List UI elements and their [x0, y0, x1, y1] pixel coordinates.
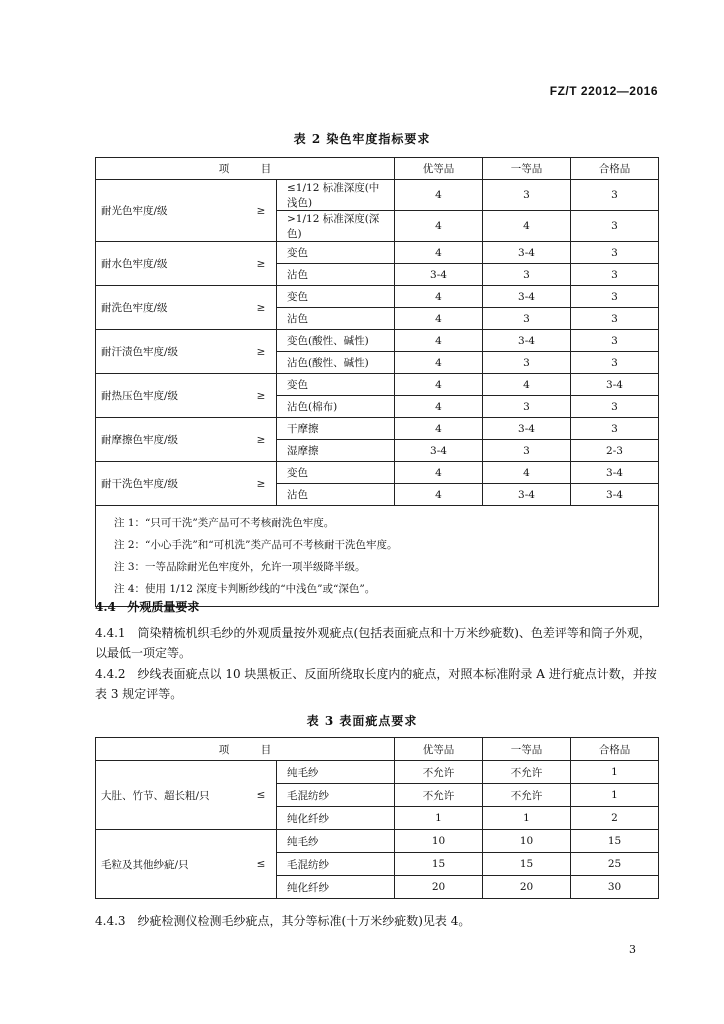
grade-value: 3 — [571, 396, 659, 418]
grade-value: 3 — [483, 264, 571, 286]
grade-value: 4 — [395, 396, 483, 418]
table-row — [96, 418, 659, 440]
comparison-symbol: ≥ — [246, 418, 277, 462]
grade-value: 3 — [571, 286, 659, 308]
grade-value: 4 — [483, 374, 571, 396]
grade-value: 10 — [483, 830, 571, 853]
grade-value: 3-4 — [483, 418, 571, 440]
table3-body — [96, 738, 659, 899]
item-name: 耐干洗色牢度/级 — [96, 462, 247, 506]
table3-caption: 表 3 表面疵点要求 — [306, 714, 418, 728]
item-name: 耐摩擦色牢度/级 — [96, 418, 247, 462]
grade-value: 4 — [395, 211, 483, 242]
paragraph-4-4-1: 4.4.1 筒染精梳机织毛纱的外观质量按外观疵点(包括表面疵点和十万米纱疵数)、色差评等和筒子外观，以最低一项定等。 — [95, 626, 651, 660]
table-row — [96, 286, 659, 308]
table-row — [96, 330, 659, 352]
grade-value: 4 — [395, 286, 483, 308]
grade-value: 3 — [483, 396, 571, 418]
item-name: 耐水色牢度/级 — [96, 242, 247, 286]
surface-defect-table — [95, 737, 659, 899]
grade-value: 3-4 — [483, 330, 571, 352]
grade-value: 30 — [571, 876, 659, 899]
grade-value: 15 — [571, 830, 659, 853]
item-name: 耐洗色牢度/级 — [96, 286, 247, 330]
table-row — [96, 374, 659, 396]
note: 注 3：一等品除耐光色牢度外，允许一项半级降半级。 — [114, 561, 366, 573]
grade-value: 15 — [483, 853, 571, 876]
standard-number: FZ/T 22012—2016 — [549, 84, 658, 98]
grade-value: 2-3 — [571, 440, 659, 462]
notes-row — [96, 506, 659, 607]
grade-value: 1 — [483, 807, 571, 830]
grade-value: 4 — [395, 352, 483, 374]
grade-value: 3-4 — [483, 242, 571, 264]
sub-item: 纯毛纱 — [277, 830, 395, 853]
paragraph-4-4-2: 4.4.2 纱线表面疵点以 10 块黑板正、反面所绕取长度内的疵点，对照本标准附录 A 进行疵点计数，并按表 3 规定评等。 — [95, 667, 657, 701]
sub-item: 湿摩擦 — [277, 440, 395, 462]
sub-item: >1/12 标准深度(深色) — [277, 211, 395, 242]
section-title: 外观质量要求 — [127, 600, 200, 614]
grade-value: 4 — [395, 330, 483, 352]
grade-value: 3 — [571, 418, 659, 440]
comparison-symbol: ≤ — [246, 830, 277, 899]
grade-value: 3 — [571, 211, 659, 242]
grade-value: 不允许 — [395, 761, 483, 784]
section-4-4-heading — [95, 597, 660, 617]
grade-value: 3-4 — [483, 484, 571, 506]
header-grade-2: 一等品 — [483, 158, 571, 180]
dye-fastness-table — [95, 157, 659, 607]
grade-value: 3 — [571, 242, 659, 264]
table2-body — [96, 158, 659, 607]
header-grade-3: 合格品 — [571, 158, 659, 180]
item-name: 毛粒及其他纱疵/只 — [96, 830, 247, 899]
sub-item: 变色 — [277, 286, 395, 308]
item-name: 耐热压色牢度/级 — [96, 374, 247, 418]
grade-value: 15 — [395, 853, 483, 876]
grade-value: 4 — [395, 308, 483, 330]
sub-item: 纯化纤纱 — [277, 876, 395, 899]
grade-value: 10 — [395, 830, 483, 853]
comparison-symbol: ≤ — [246, 761, 277, 830]
grade-value: 3-4 — [571, 374, 659, 396]
section-number: 4.4 — [95, 600, 116, 614]
grade-value: 3-4 — [571, 484, 659, 506]
header-grade-1: 优等品 — [395, 738, 483, 761]
sub-item: 沾色(酸性、碱性) — [277, 352, 395, 374]
table-row — [96, 830, 659, 853]
grade-value: 3-4 — [395, 440, 483, 462]
grade-value: 4 — [395, 462, 483, 484]
table-notes — [96, 506, 659, 607]
paragraph-4-4-3: 4.4.3 纱疵检测仪检测毛纱疵点，其分等标准(十万米纱疵数)见表 4。 — [95, 914, 471, 928]
table2-caption: 表 2 染色牢度指标要求 — [293, 132, 431, 146]
sub-item: 沾色(棉布) — [277, 396, 395, 418]
page-number: 3 — [629, 943, 636, 956]
comparison-symbol: ≥ — [246, 374, 277, 418]
grade-value: 20 — [395, 876, 483, 899]
grade-value: 3-4 — [395, 264, 483, 286]
grade-value: 1 — [571, 761, 659, 784]
grade-value: 3 — [571, 308, 659, 330]
note: 注 4：使用 1/12 深度卡判断纱线的“中浅色”或“深色”。 — [114, 583, 376, 595]
item-name: 大肚、竹节、超长粗/只 — [96, 761, 247, 830]
grade-value: 2 — [571, 807, 659, 830]
grade-value: 25 — [571, 853, 659, 876]
grade-value: 3 — [483, 440, 571, 462]
comparison-symbol: ≥ — [246, 330, 277, 374]
grade-value: 3 — [483, 352, 571, 374]
sub-item: 沾色 — [277, 484, 395, 506]
grade-value: 1 — [395, 807, 483, 830]
comparison-symbol: ≥ — [246, 242, 277, 286]
grade-value: 不允许 — [483, 784, 571, 807]
grade-value: 3 — [571, 264, 659, 286]
grade-value: 1 — [571, 784, 659, 807]
table-row — [96, 242, 659, 264]
item-name: 耐汗渍色牢度/级 — [96, 330, 247, 374]
comparison-symbol: ≥ — [246, 180, 277, 242]
grade-value: 3 — [483, 180, 571, 211]
grade-value: 4 — [395, 374, 483, 396]
sub-item: 变色(酸性、碱性) — [277, 330, 395, 352]
sub-item: 沾色 — [277, 308, 395, 330]
grade-value: 3 — [571, 330, 659, 352]
grade-value: 3 — [571, 352, 659, 374]
sub-item: 沾色 — [277, 264, 395, 286]
sub-item: 变色 — [277, 462, 395, 484]
note: 注 1：“只可干洗”类产品可不考核耐洗色牢度。 — [114, 517, 335, 529]
sub-item: 毛混纺纱 — [277, 853, 395, 876]
grade-value: 4 — [395, 180, 483, 211]
note: 注 2：“小心手洗”和“可机洗”类产品可不考核耐干洗色牢度。 — [114, 539, 398, 551]
header-item: 项 目 — [96, 158, 395, 180]
grade-value: 20 — [483, 876, 571, 899]
sub-item: 毛混纺纱 — [277, 784, 395, 807]
grade-value: 4 — [483, 462, 571, 484]
sub-item: 变色 — [277, 374, 395, 396]
table-row — [96, 462, 659, 484]
sub-item: 变色 — [277, 242, 395, 264]
grade-value: 4 — [483, 211, 571, 242]
header-item: 项 目 — [96, 738, 395, 761]
grade-value: 4 — [395, 242, 483, 264]
grade-value: 不允许 — [483, 761, 571, 784]
comparison-symbol: ≥ — [246, 462, 277, 506]
sub-item: 纯化纤纱 — [277, 807, 395, 830]
grade-value: 3-4 — [483, 286, 571, 308]
grade-value: 3 — [483, 308, 571, 330]
sub-item: 纯毛纱 — [277, 761, 395, 784]
header-grade-2: 一等品 — [483, 738, 571, 761]
table-row — [96, 180, 659, 211]
grade-value: 3 — [571, 180, 659, 211]
comparison-symbol: ≥ — [246, 286, 277, 330]
table-header-row — [96, 738, 659, 761]
table-header-row — [96, 158, 659, 180]
header-grade-1: 优等品 — [395, 158, 483, 180]
header-grade-3: 合格品 — [571, 738, 659, 761]
grade-value: 4 — [395, 484, 483, 506]
grade-value: 4 — [395, 418, 483, 440]
sub-item: 干摩擦 — [277, 418, 395, 440]
item-name: 耐光色牢度/级 — [96, 180, 247, 242]
grade-value: 不允许 — [395, 784, 483, 807]
sub-item: ≤1/12 标准深度(中浅色) — [277, 180, 395, 211]
grade-value: 3-4 — [571, 462, 659, 484]
table-row — [96, 761, 659, 784]
